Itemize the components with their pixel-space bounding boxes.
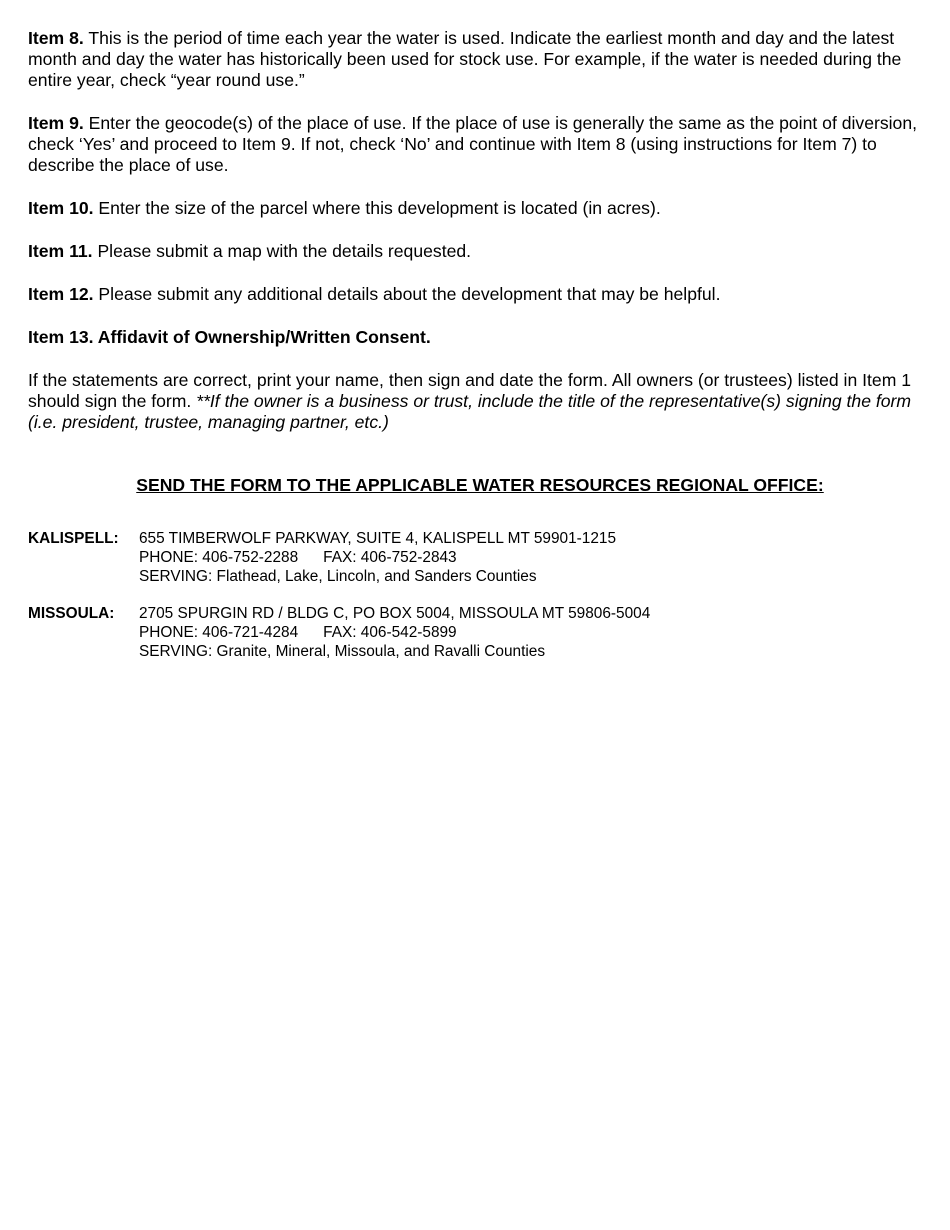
item-9-text: Enter the geocode(s) of the place of use. If the place of use is generally the same as the point of diversion, check ‘Yes’ and proceed to Item 9. If not, check ‘No’ and continue with Item 8 (using instructions for Item 7) to describe the place of use. <box>28 113 918 175</box>
item-13-italic-note: **If the owner is a business or trust, include the title of the representative(s) signing the form (i.e. president, trustee, managing partner, etc.) <box>28 391 912 432</box>
item-8-paragraph <box>28 28 920 91</box>
item-11-text: Please submit a map with the details requested. <box>92 241 472 261</box>
office-name: MISSOULA: <box>28 605 115 622</box>
office-contact <box>139 623 920 642</box>
office-address: 655 TIMBERWOLF PARKWAY, SUITE 4, KALISPELL MT 59901-1215 <box>139 530 617 547</box>
item-11-paragraph <box>28 241 920 262</box>
item-8-text: This is the period of time each year the water is used. Indicate the earliest month and day and the latest month and day the water has historically been used for stock use. For example, if the water is needed during the entire year, check “year round use.” <box>28 28 902 90</box>
item-9-paragraph <box>28 113 920 176</box>
send-form-heading: SEND THE FORM TO THE APPLICABLE WATER RESOURCES REGIONAL OFFICE: <box>136 475 824 495</box>
office-fax: FAX: 406-542-5899 <box>323 624 457 641</box>
item-12-label: Item 12. <box>28 284 94 304</box>
office-fax: FAX: 406-752-2843 <box>323 549 457 566</box>
item-13-heading: Item 13. Affidavit of Ownership/Written Consent. <box>28 327 431 347</box>
office-serving: SERVING: Flathead, Lake, Lincoln, and Sanders Counties <box>139 568 537 585</box>
item-12-paragraph <box>28 284 920 305</box>
office-name: KALISPELL: <box>28 530 119 547</box>
office-phone: PHONE: 406-752-2288 <box>139 549 299 566</box>
office-address: 2705 SPURGIN RD / BLDG C, PO BOX 5004, MISSOULA MT 59806-5004 <box>139 605 651 622</box>
office-details <box>139 604 920 661</box>
office-missoula <box>28 604 920 661</box>
office-kalispell <box>28 529 920 586</box>
item-12-text: Please submit any additional details about the development that may be helpful. <box>93 284 721 304</box>
item-13-text: If the statements are correct, print your name, then sign and date the form. All owners (or trustees) listed in Item 1 should sign the form. <box>28 370 912 411</box>
item-10-text: Enter the size of the parcel where this development is located (in acres). <box>93 198 661 218</box>
office-phone: PHONE: 406-721-4284 <box>139 624 299 641</box>
office-contact <box>139 548 920 567</box>
item-13-paragraph <box>28 370 920 433</box>
document-page <box>28 28 920 679</box>
item-9-label: Item 9. <box>28 113 84 133</box>
item-10-paragraph <box>28 198 920 219</box>
item-8-label: Item 8. <box>28 28 84 48</box>
item-10-label: Item 10. <box>28 198 94 218</box>
office-serving: SERVING: Granite, Mineral, Missoula, and Ravalli Counties <box>139 643 546 660</box>
office-details <box>139 529 920 586</box>
item-11-label: Item 11. <box>28 241 93 261</box>
